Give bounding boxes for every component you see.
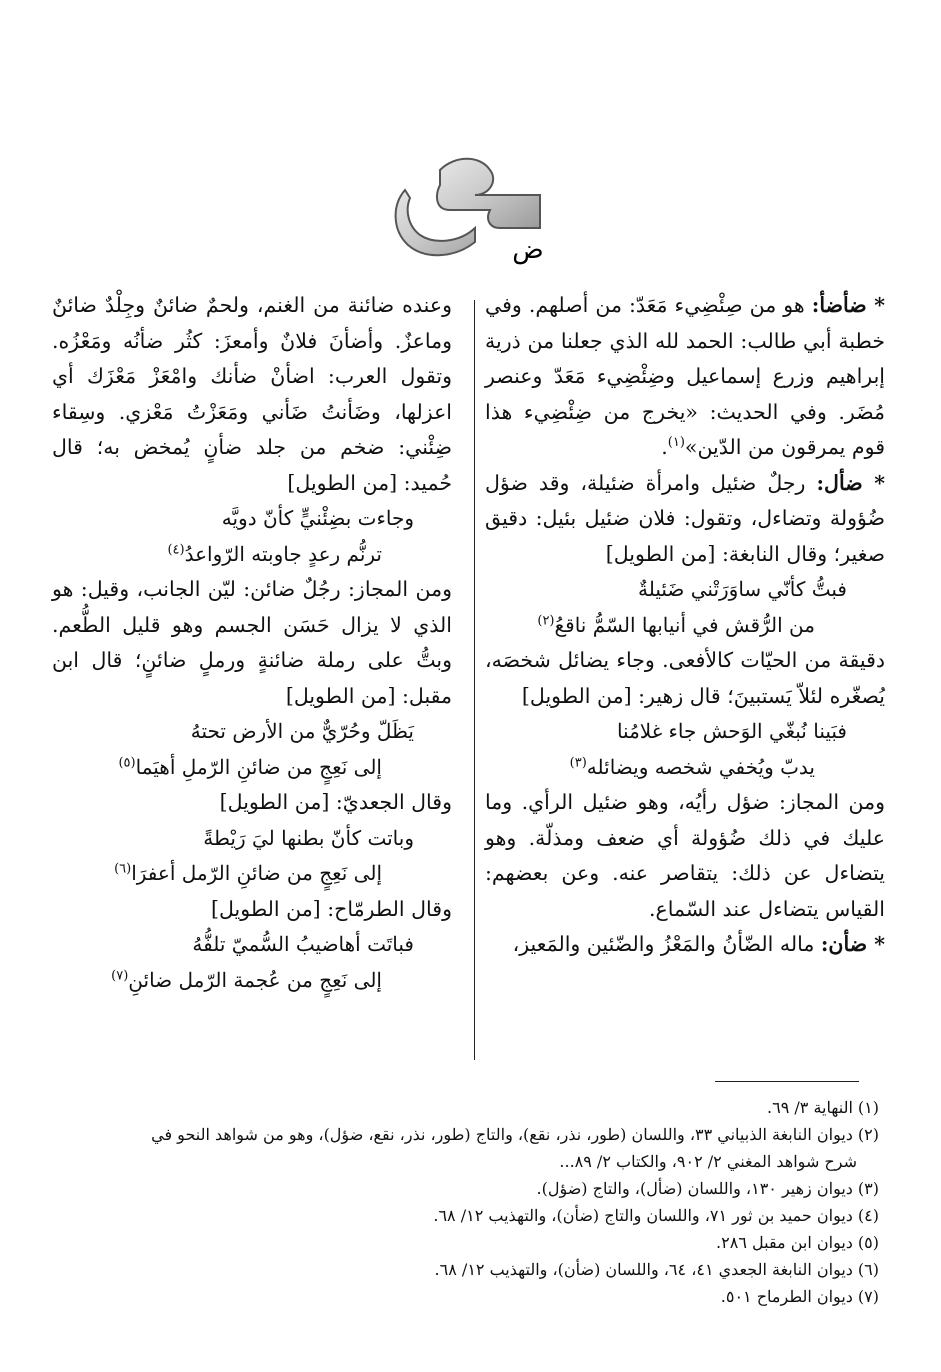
verse-line <box>52 537 452 573</box>
verse-line <box>52 750 452 786</box>
column-divider <box>474 300 475 1060</box>
footnote-text: النهاية ٣/ ٦٩. <box>767 1098 853 1117</box>
footnote-number: (٣) <box>857 1179 879 1198</box>
footnote-text: ديوان زهير ١٣٠، واللسان (ضأل)، والتاج (ضؤل). <box>536 1179 853 1198</box>
footnote-ref: (٤) <box>167 541 185 557</box>
verse-line <box>485 572 885 608</box>
paragraph <box>485 643 885 714</box>
verse-text: فبَينا نُبغّي الوَحش جاء غلامُنا <box>616 719 847 743</box>
footnote <box>59 1094 879 1121</box>
paragraph-text: هو من صِئْضِيء مَعَدّ: من أصلهم. وفي خطبة أبي طالب: الحمد لله الذي جعلنا من ذرية إبراهيم وزرع إسماعيل وضِئْضِيء مَعَدّ وعنصر مُضَر. وفي الحديث: «يخرج من ضِئْضِيء هذا قوم يمرقون من الدّين» <box>485 293 885 459</box>
verse-line <box>52 856 452 892</box>
paragraph <box>52 785 452 821</box>
section-letter-emblem <box>380 150 560 270</box>
paragraph <box>52 892 452 928</box>
footnote-text: ديوان ابن مقبل ٢٨٦. <box>716 1233 853 1252</box>
footnote <box>59 1283 879 1310</box>
footnotes <box>59 1094 879 1310</box>
verse-line <box>485 750 885 786</box>
verse-line <box>52 714 452 750</box>
footnote-ref: (٥) <box>118 754 136 770</box>
verse-text: يدبّ ويُخفي شخصه ويضائله <box>586 754 815 779</box>
footnote-rule <box>715 1081 859 1082</box>
footnote-text: ديوان النابغة الجعدي ٤١، ٦٤، واللسان (ضأن)، والتهذيب ١٢/ ٦٨. <box>434 1260 853 1279</box>
footnote-ref: (٣) <box>569 754 587 770</box>
footnote-continuation <box>59 1148 879 1175</box>
verse-line <box>52 927 452 963</box>
footnote-ref: (٢) <box>537 612 555 628</box>
entry-headword: * ضأضأ: <box>811 293 886 317</box>
footnote-ref: (٧) <box>111 967 129 983</box>
paragraph-text: وقال الطرمّاح: [من الطويل] <box>211 896 452 921</box>
section-letter-label: ض <box>512 235 544 265</box>
verse-line <box>485 608 885 644</box>
verse-text: وجاءت بضِئْنيٍّ كأنّ دويَّه <box>221 506 414 530</box>
entry-headword: * ضأل: <box>816 470 885 495</box>
verse-text: فبتُّ كأنّي ساوَرَتْني ضَئيلةٌ <box>638 577 847 601</box>
footnote-ref: (٦) <box>114 861 132 877</box>
footnote-number: (٥) <box>857 1233 879 1252</box>
paragraph-text: وقال الجعديّ: [من الطويل] <box>219 790 452 814</box>
footnote-text: ديوان حميد بن ثور ٧١، واللسان والتاج (ضأن)، والتهذيب ١٢/ ٦٨. <box>433 1206 853 1225</box>
footnote <box>59 1256 879 1283</box>
verse-text: ترنُّم رعدٍ جاوبته الرّواعدُ <box>184 541 382 566</box>
footnote-number: (٤) <box>857 1206 879 1225</box>
footnote <box>59 1175 879 1202</box>
footnote-ref: (١) <box>667 435 685 451</box>
footnote-number: (٢) <box>857 1125 879 1144</box>
paragraph-text: ماله الضّأنُ والمَعْزُ والضّئين والمَعيز، <box>512 932 821 956</box>
verse-text: من الرُّقش في أنيابها السّمُّ ناقعُ <box>554 612 815 637</box>
paragraph-tail: . <box>661 435 668 459</box>
paragraph <box>485 288 885 466</box>
verse-line <box>485 714 885 750</box>
verse-text: يَظَلّ وحُرّيٌّ من الأرض تحتهُ <box>190 719 414 743</box>
verse-text: إلى نَعِجٍ من ضائنِ الرّمل أعفرَا <box>131 861 382 885</box>
paragraph-text: رجلٌ ضئيل وامرأة ضئيلة، وقد ضؤل ضُؤولة وتضاءل، وتقول: فلان ضئيل بئيل: دقيق صغير؛ وقال النابغة: [من الطويل] <box>485 470 885 566</box>
verse-text: إلى نَعِجٍ من عُجمة الرّمل ضائنِ <box>128 967 382 992</box>
footnote <box>59 1121 879 1148</box>
footnote-text: ديوان النابغة الذبياني ٣٣، واللسان (طور، نذر، نقع)، والتاج (طور، نذر، نقع، ضؤل)، وهو من شواهد النحو في <box>151 1125 853 1144</box>
footnote <box>59 1202 879 1229</box>
verse-text: وباتت كأنّ بطنها ليَ رَيْطةً <box>203 825 414 850</box>
left-column <box>52 288 452 998</box>
entry-headword: * ضأن: <box>820 932 885 956</box>
footnote-number: (١) <box>857 1098 879 1117</box>
footnote-text: ديوان الطرماح ٥٠١. <box>720 1287 853 1306</box>
verse-line <box>52 501 452 537</box>
paragraph <box>485 466 885 573</box>
footnote <box>59 1229 879 1256</box>
verse-text: فباتَت أهاضيبُ السُّميّ تلفُّهُ <box>192 932 414 956</box>
footnote-number: (٦) <box>857 1260 879 1279</box>
verse-text: إلى نَعِجٍ من ضائنِ الرّملِ أهيَما <box>135 754 382 779</box>
paragraph <box>485 927 885 963</box>
footnote-text: شرح شواهد المغني ٢/ ٩٠٢، والكتاب ٢/ ٨٩... <box>559 1152 857 1171</box>
paragraph-text: ومن المجاز: ضؤل رأيُه، وهو ضئيل الرأي. وما عليك في ذلك ضُؤولة أي ضعف ومذلّة. وهو يتضاءل عن ذلك: يتقاصر عنه. وعن بعضهم: القياس يتضاءل عند السّماع. <box>485 790 885 921</box>
verse-line <box>52 963 452 999</box>
paragraph <box>485 785 885 927</box>
paragraph <box>52 288 452 501</box>
footnote-number: (٧) <box>857 1287 879 1306</box>
paragraph-text: دقيقة من الحيّات كالأفعى. وجاء يضائل شخصَه، يُصغّره لئلاّ يَستبينَ؛ قال زهير: [من الطويل] <box>485 648 885 708</box>
right-column <box>485 288 885 963</box>
paragraph-text: ومن المجاز: رجُلٌ ضائن: ليّن الجانب، وقيل: هو الذي لا يزال حَسَن الجسم وهو قليل الطُّعم. وبتُّ على رملة ضائنةٍ ورملٍ ضائنٍ؛ قال ابن مقبل: [من الطويل] <box>52 577 452 708</box>
verse-line <box>52 821 452 857</box>
paragraph-text: وعنده ضائنة من الغنم، ولحمٌ ضائنٌ وجِلْدٌ ضائنٌ وماعزٌ. وأضأنَ فلانٌ وأمعزَ: كثُر ضأنُه ومَعْزُه. وتقول العرب: اضأنْ ضأنك وامْعَزْ مَعْزَك أي اعزلها، وضَأنتُ ضَأني ومَعَزْتُ مَعْزي. وسِقاء ضِئْني: ضخم من جلد ضأنٍ يُمخض به؛ قال حُميد: [من الطويل] <box>52 293 452 495</box>
paragraph <box>52 572 452 714</box>
